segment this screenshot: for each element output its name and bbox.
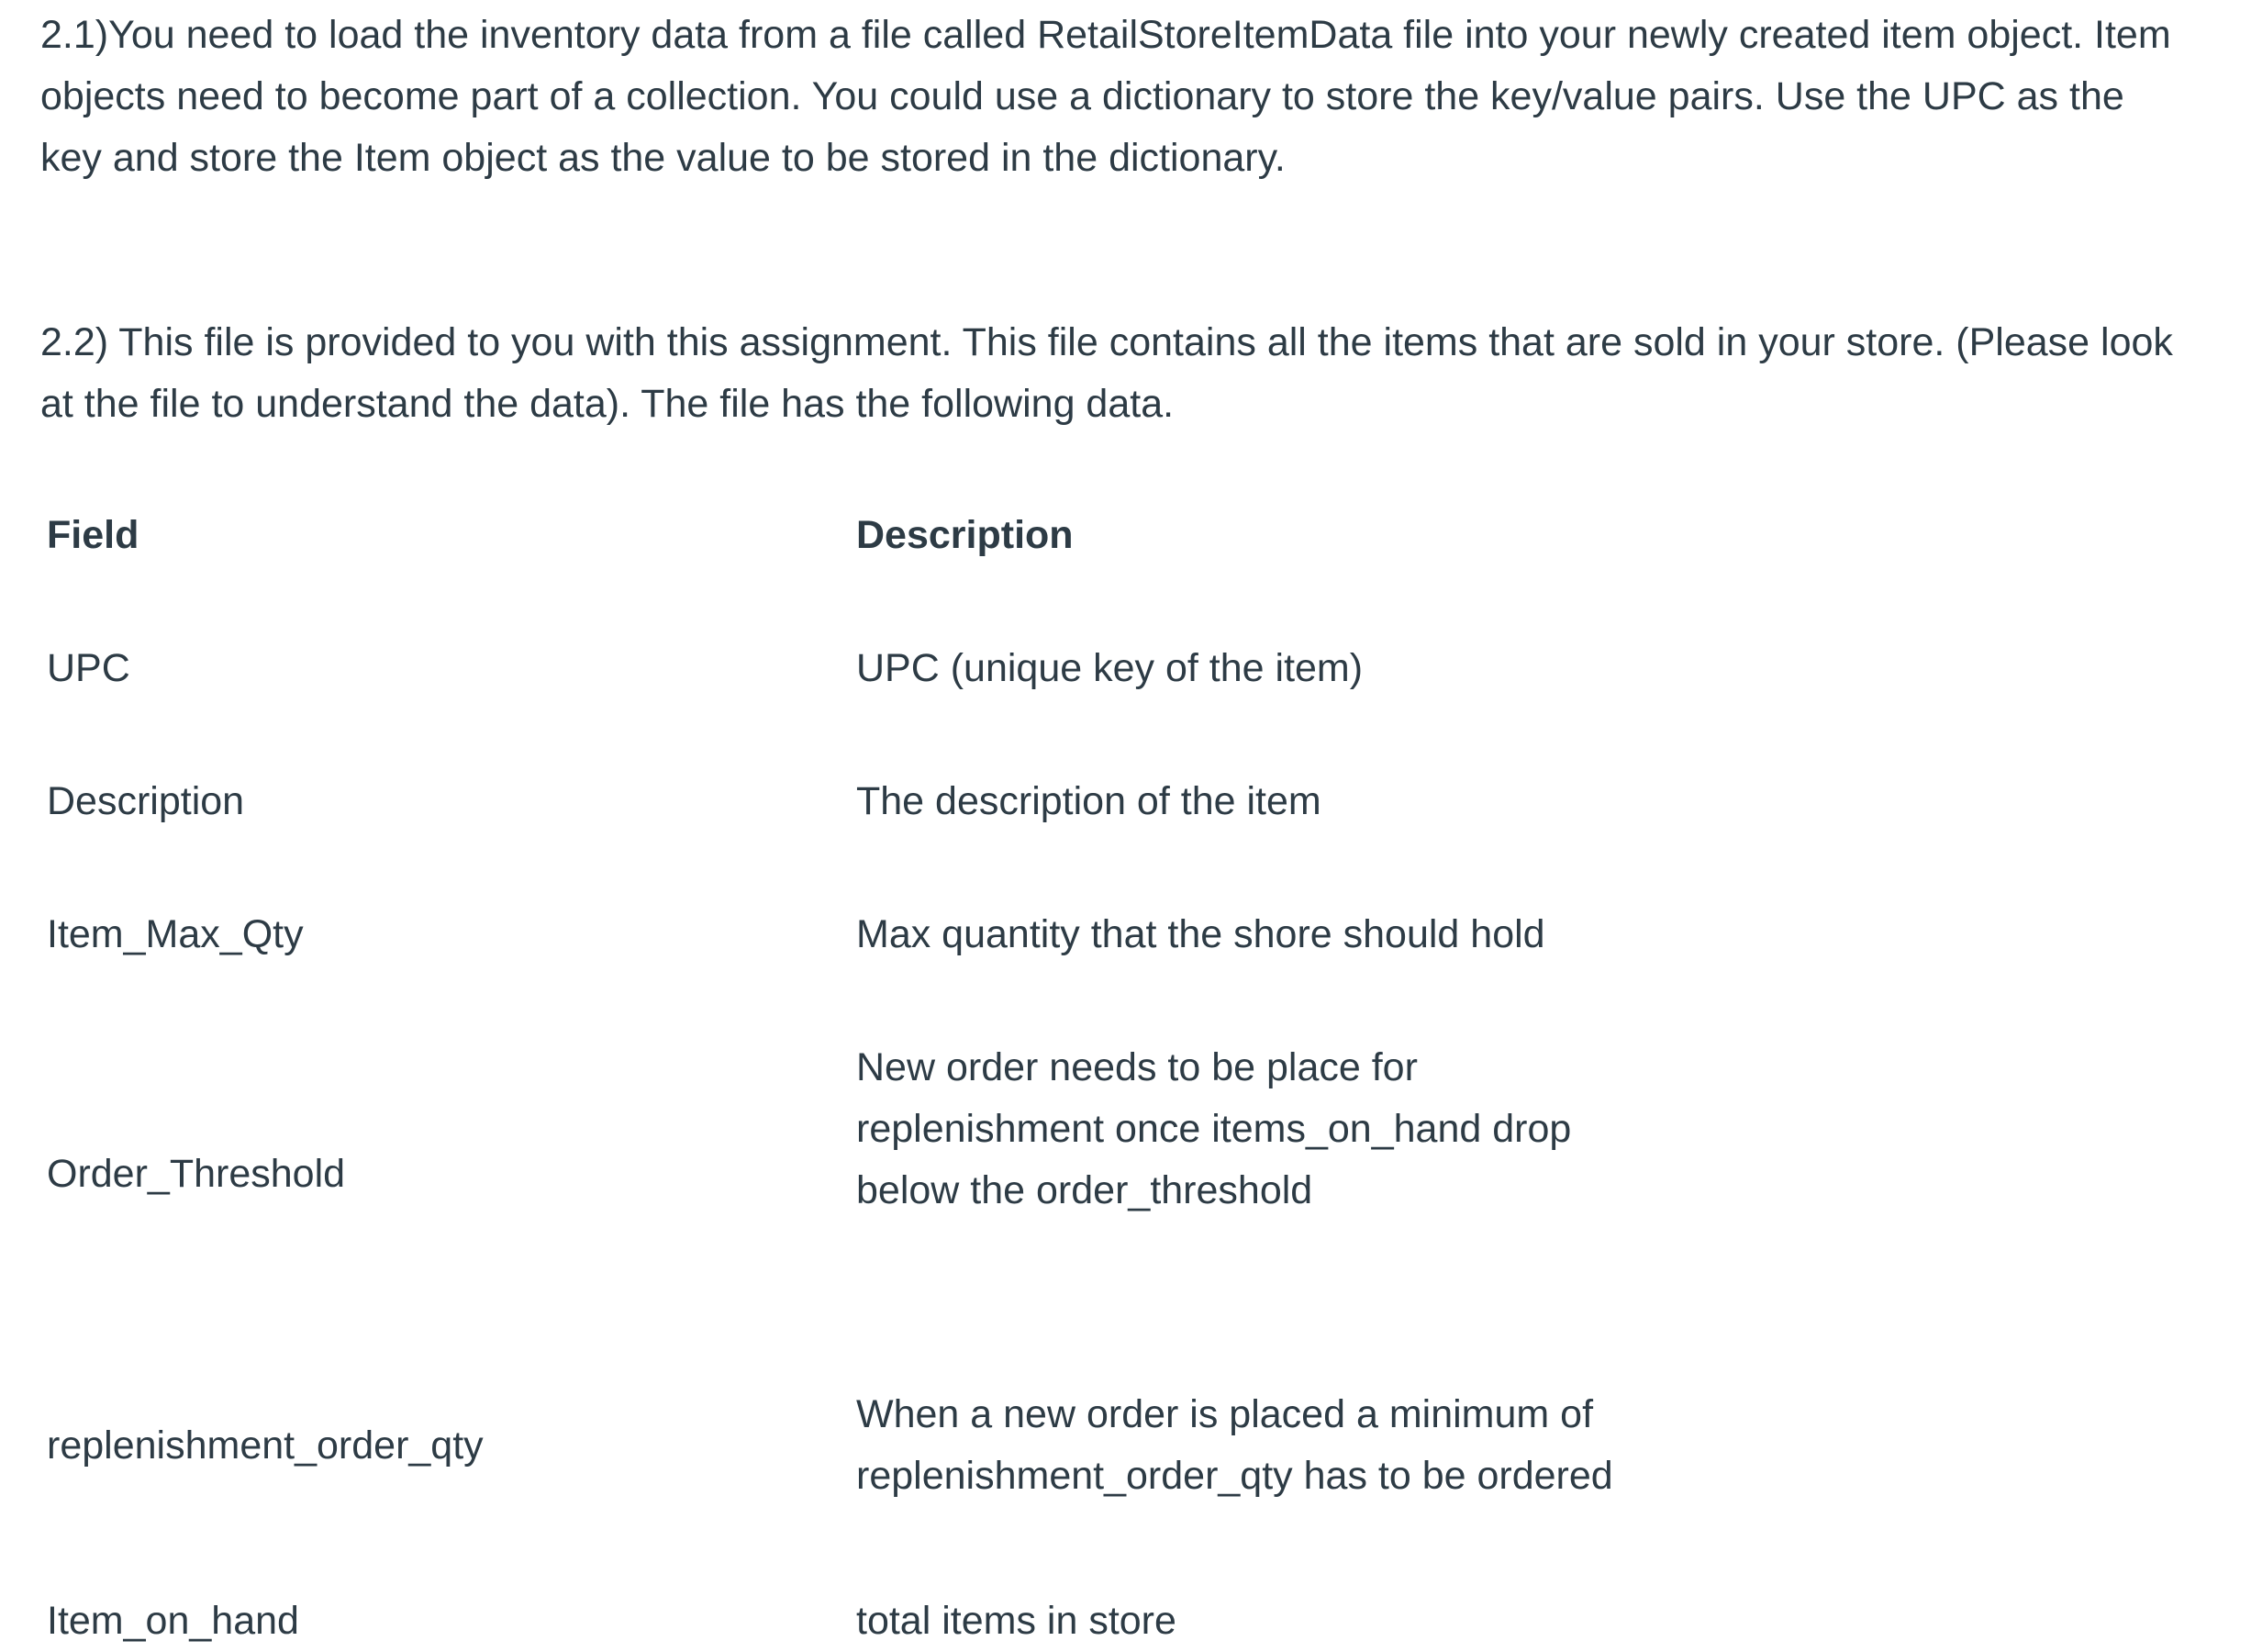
header-field: Field	[47, 513, 139, 557]
paragraph-2-1: 2.1)You need to load the inventory data from a file called RetailStoreItemData file into your newly created item object. Item objects need to become part of a collection. You could use a dictionary to store the key/value pairs. Use the UPC as the key and store the Item object as the value to be stored in the dictionary.	[40, 13, 2171, 180]
description-cell: When a new order is placed a minimum of replenishment_order_qty has to be ordered	[856, 1392, 1613, 1498]
description-cell: The description of the item	[856, 779, 1321, 823]
description-cell: UPC (unique key of the item)	[856, 646, 1364, 690]
header-description: Description	[856, 513, 1074, 557]
description-cell: total items in store	[856, 1599, 1176, 1643]
field-cell: Item_Max_Qty	[47, 912, 304, 956]
field-cell: Order_Threshold	[47, 1152, 346, 1196]
description-cell: New order needs to be place for replenishment once items_on_hand drop below the order_threshold	[856, 1045, 1572, 1212]
description-cell: Max quantity that the shore should hold	[856, 912, 1545, 956]
field-cell: replenishment_order_qty	[47, 1423, 484, 1468]
field-cell: UPC	[47, 646, 130, 690]
field-cell: Item_on_hand	[47, 1599, 299, 1643]
paragraph-2-2: 2.2) This file is provided to you with this assignment. This file contains all the items that are sold in your store. (Please look at the file to understand the data). The file has the following data.	[40, 320, 2173, 426]
field-cell: Description	[47, 779, 245, 823]
